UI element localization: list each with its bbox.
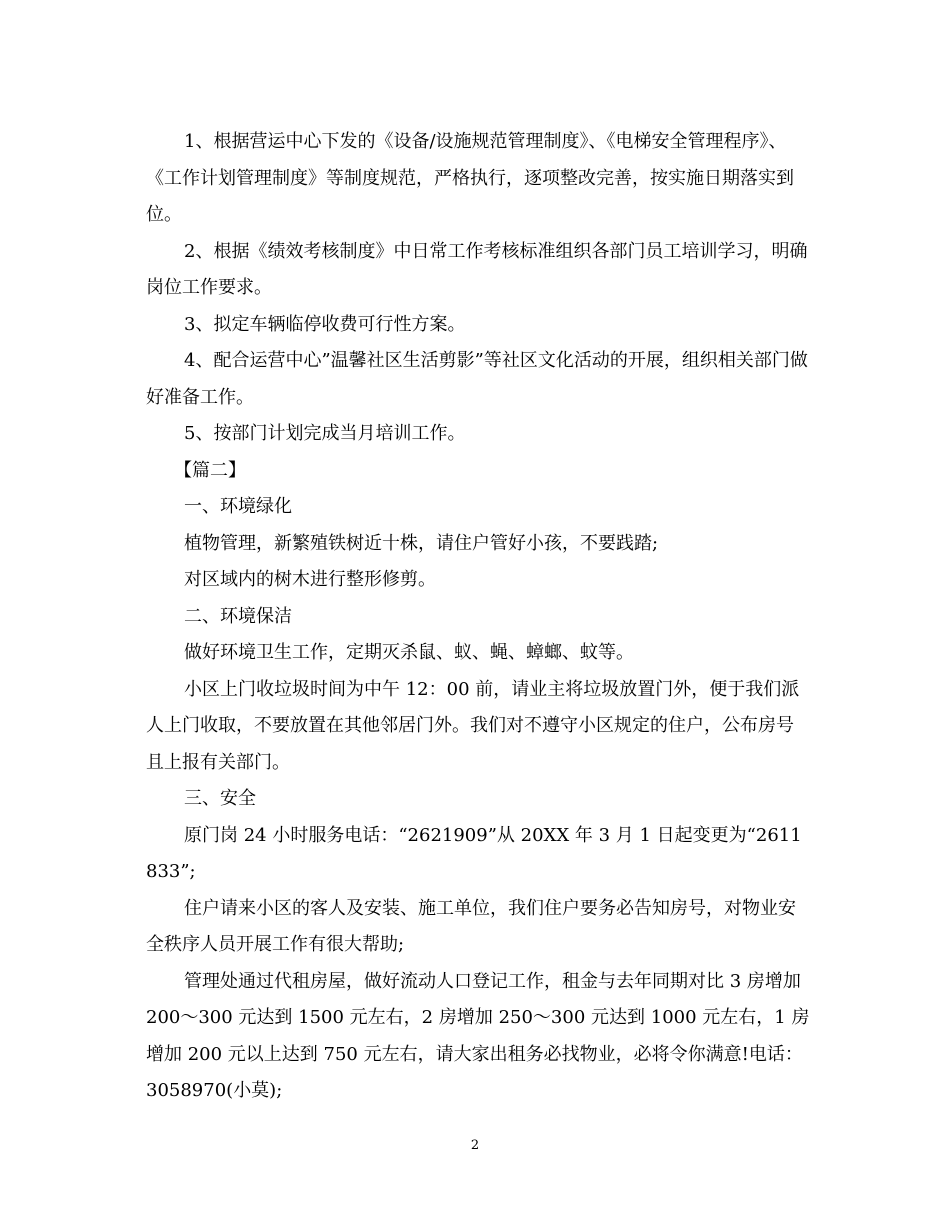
paragraph-tree-pruning: 对区域内的树木进行整形修剪。 [184, 569, 436, 590]
paragraph-rental: 管理处通过代租房屋，做好流动人口登记工作，租金与去年同期对比 3 房增加 200～300 元达到 1500 元左右，2 房增加 250～300 元达到 1000 元左右，1 房增加 200 元以上达到 750 元左右，请大家出租务必找物业，必将令你满意!电话：3058970(小莫); [146, 970, 810, 1101]
paragraph-sanitation: 做好环境卫生工作，定期灭杀鼠、蚁、蝇、蟑螂、蚊等。 [184, 642, 634, 663]
section-heading-cleaning: 二、环境保洁 [184, 605, 292, 627]
document-body [146, 124, 810, 1110]
section-heading-part-two: 【篇二】 [174, 459, 246, 481]
paragraph-service-phone: 原门岗 24 小时服务电话：“2621909”从 20XX 年 3 月 1 日起变更为“2611833”; [146, 824, 802, 882]
paragraph-2: 2、根据《绩效考核制度》中日常工作考核标准组织各部门员工培训学习，明确岗位工作要求。 [146, 240, 808, 298]
paragraph-garbage-collection: 小区上门收垃圾时间为中午 12：00 前，请业主将垃圾放置门外，便于我们派人上门收取，不要放置在其他邻居门外。我们对不遵守小区规定的住户，公布房号且上报有关部门。 [146, 678, 800, 773]
paragraph-visitors: 住户请来小区的客人及安装、施工单位，我们住户要务必告知房号，对物业安全秩序人员开展工作有很大帮助; [146, 897, 796, 955]
paragraph-5: 5、按部门计划完成当月培训工作。 [184, 423, 466, 444]
paragraph-4: 4、配合运营中心”温馨社区生活剪影”等社区文化活动的开展，组织相关部门做好准备工作。 [146, 350, 808, 408]
page-number: 2 [470, 1138, 480, 1153]
paragraph-plant-management: 植物管理，新繁殖铁树近十株，请住户管好小孩，不要践踏; [184, 532, 659, 554]
section-heading-safety: 三、安全 [184, 788, 256, 809]
paragraph-3: 3、拟定车辆临停收费可行性方案。 [184, 313, 466, 335]
paragraph-1: 1、根据营运中心下发的《设备/设施规范管理制度》、《电梯安全管理程序》、《工作计划管理制度》等制度规范，严格执行，逐项整改完善，按实施日期落实到位。 [146, 131, 794, 225]
section-heading-greening: 一、环境绿化 [184, 496, 292, 517]
